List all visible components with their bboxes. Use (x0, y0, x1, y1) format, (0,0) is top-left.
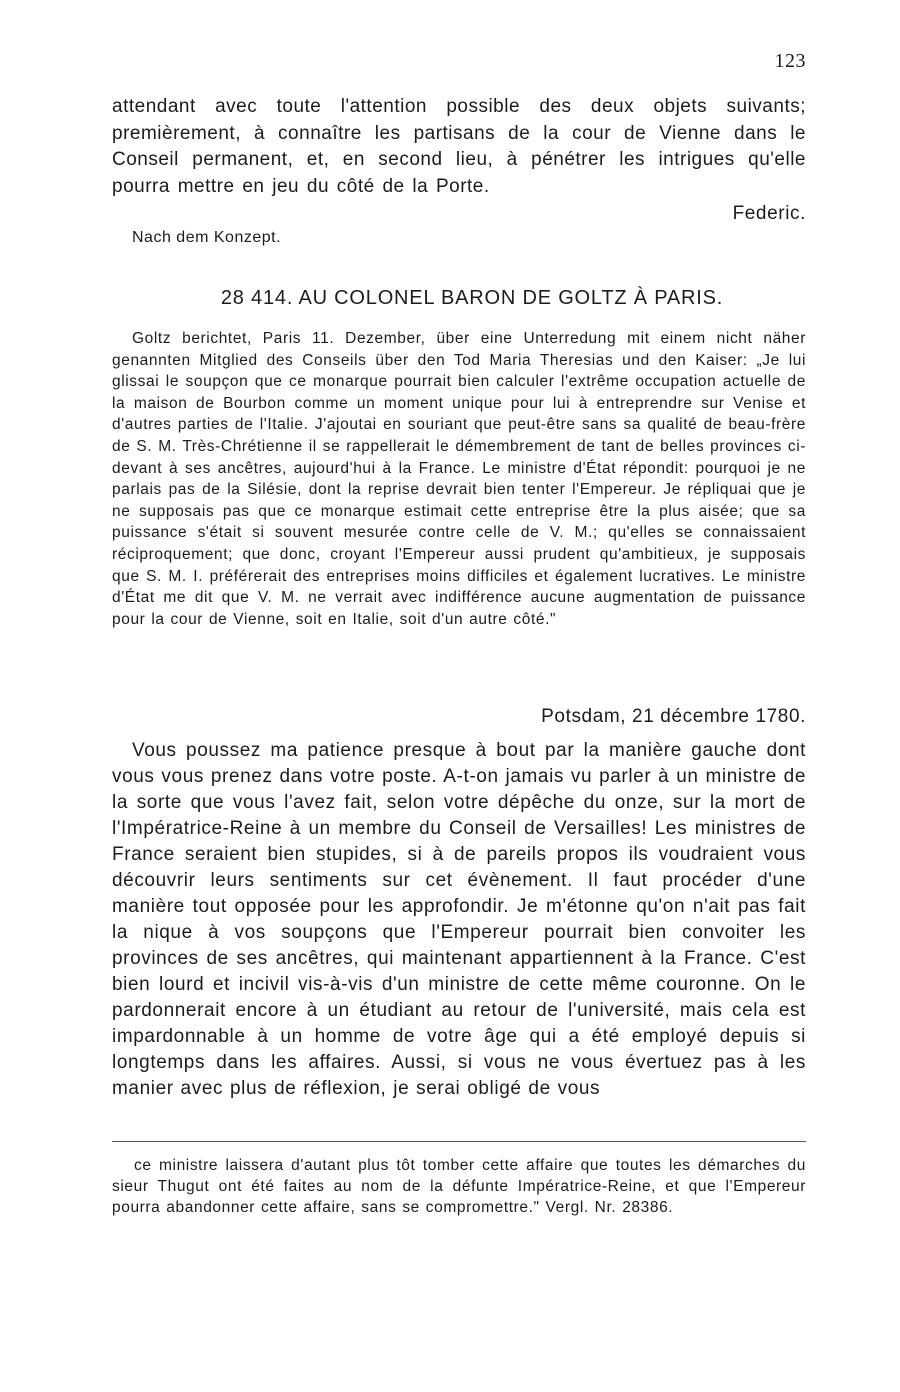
footnote-divider (112, 1141, 806, 1142)
dateline: Potsdam, 21 décembre 1780. (541, 706, 806, 727)
report-summary: Goltz berichtet, Paris 11. Dezember, über eine Unterredung mit einem nicht näher genannten Mitglied des Conseils über den Tod Maria Theresias und den Kaiser: „Je lui glissai le soupçon que ce monarque pourrait bien calculer l'extrême occupation actuelle de la maison de Bourbon comme un moment unique pour lui à entreprendre sur Venise et d'autres parties de l'Italie. J'ajoutai en souriant que peut-être sans sa qualité de beau-frère de S. M. Très-Chrétienne il se rappellerait le démembrement de tant de belles provinces ci-devant à ses ancêtres, aujourd'hui à la France. Le ministre d'État répondit: pourquoi je ne parlais pas de la Silésie, dont la reprise devrait bien tenter l'Empereur. Je répliquai que je ne supposais pas que ce monarque estimait cette entreprise être la plus aisée; que sa puissance s'était si souvent mesurée contre celle de V. M.; qu'elles se connaissaient réciproquement; que donc, croyant l'Empereur aussi prudent qu'ambitieux, je supposais que S. M. I. préférerait des entreprises moins difficiles et également lucratives. Le ministre d'État me dit que V. M. ne verrait avec indifférence aucune augmentation de puissance pour la cour de Vienne, soit en Italie, soit d'un autre côté." (112, 330, 806, 628)
source-note: Nach dem Konzept. (132, 229, 282, 246)
signature: Federic. (732, 203, 806, 224)
opening-paragraph: attendant avec toute l'attention possible des deux objets suivants; premièrement, à connaître les partisans de la cour de Vienne dans le Conseil permanent, et, en second lieu, à pénétrer les intrigues qu'elle pourra mettre en jeu du côté de la Porte. (112, 96, 806, 197)
footnote: ce ministre laissera d'autant plus tôt tomber cette affaire que toutes les démarches du sieur Thugut ont été faites au nom de la défunte Impératrice-Reine, et que l'Empereur pourra abandonner cette affaire, sans se compromettre." Vergl. Nr. 28386. (112, 1157, 806, 1216)
page-number: 123 (774, 50, 806, 72)
letter-body: Vous poussez ma patience presque à bout par la manière gauche dont vous vous prenez dans votre poste. A-t-on jamais vu parler à un ministre de la sorte que vous l'avez fait, selon votre dépêche du onze, sur la mort de l'Impératrice-Reine à un membre du Conseil de Versailles! Les ministres de France seraient bien stupides, si à de pareils propos ils voudraient vous découvrir leurs sentiments sur cet évènement. Il faut procéder d'une manière tout opposée pour les approfondir. Je m'étonne qu'on n'ait pas fait la nique à vos soupçons que l'Empereur pourrait bien convoiter les provinces de ses ancêtres, qui maintenant appartiennent à la France. C'est bien lourd et incivil vis-à-vis d'un ministre de cette même couronne. On le pardonnerait encore à un étudiant au retour de l'université, mais cela est impardonnable à un homme de votre âge qui a été employé depuis si longtemps dans les affaires. Aussi, si vous ne vous évertuez pas à les manier avec plus de réflexion, je serai obligé de vous (112, 740, 806, 1099)
letter-heading: 28 414. AU COLONEL BARON DE GOLTZ À PARIS. (220, 287, 724, 309)
